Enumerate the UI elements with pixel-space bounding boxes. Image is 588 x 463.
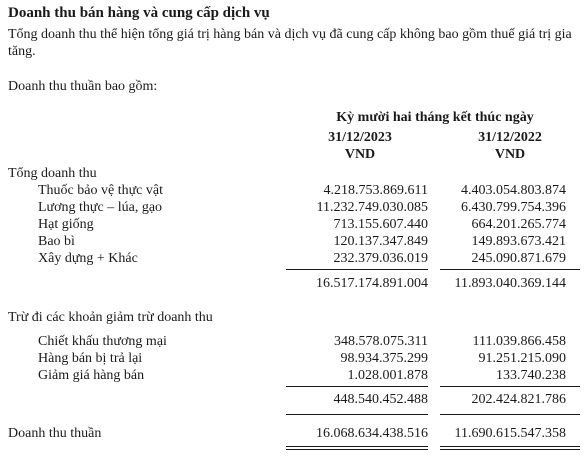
gross-total-2023: 16.517.174.891.004 bbox=[316, 276, 428, 291]
grand-total-rule-2023 bbox=[286, 446, 428, 450]
subtotal-rule-2023 bbox=[286, 269, 428, 270]
table-row-label: Bao bì bbox=[38, 234, 75, 249]
table-cell-2023: 713.155.607.440 bbox=[333, 217, 428, 232]
net-revenue-label: Doanh thu thuần bbox=[8, 426, 102, 441]
table-cell-2023: 348.578.075.311 bbox=[334, 334, 428, 349]
table-cell-2022: 133.740.238 bbox=[496, 368, 566, 383]
table-cell-2022: 245.090.871.679 bbox=[471, 251, 566, 266]
table-row-label: Xây dựng + Khác bbox=[38, 251, 138, 266]
table-row-label: Lương thực – lúa, gạo bbox=[38, 200, 163, 215]
table-row-label: Hàng bán bị trả lại bbox=[38, 351, 143, 366]
subheading: Doanh thu thuần bao gồm: bbox=[8, 79, 158, 94]
net-revenue-2023: 16.068.634.438.516 bbox=[316, 426, 428, 441]
table-cell-2022: 91.251.215.090 bbox=[478, 351, 566, 366]
table-row-label: Thuốc bảo vệ thực vật bbox=[38, 183, 163, 198]
table-cell-2022: 6.430.799.754.396 bbox=[461, 200, 566, 215]
column-unit-2023: VND bbox=[344, 147, 376, 162]
table-cell-2023: 98.934.375.299 bbox=[340, 351, 428, 366]
deductions-total-2022: 202.424.821.786 bbox=[471, 392, 566, 407]
gross-total-2022: 11.893.040.369.144 bbox=[454, 276, 566, 291]
table-row-label: Chiết khấu thương mại bbox=[38, 334, 167, 349]
table-cell-2022: 4.403.054.803.874 bbox=[461, 183, 566, 198]
section-title: Doanh thu bán hàng và cung cấp dịch vụ bbox=[8, 5, 270, 21]
net-revenue-2022: 11.690.615.547.358 bbox=[454, 426, 566, 441]
column-date-2022: 31/12/2022 bbox=[478, 130, 542, 145]
table-cell-2023: 4.218.753.869.611 bbox=[323, 183, 428, 198]
column-unit-2022: VND bbox=[494, 147, 526, 162]
table-cell-2023: 1.028.001.878 bbox=[347, 368, 428, 383]
deductions-label: Trừ đi các khoản giảm trừ doanh thu bbox=[8, 310, 213, 325]
total-rule-2023 bbox=[286, 414, 428, 415]
period-header: Kỳ mười hai tháng kết thúc ngày bbox=[336, 110, 534, 125]
column-date-2023: 31/12/2023 bbox=[328, 130, 392, 145]
table-cell-2022: 111.039.866.458 bbox=[472, 334, 566, 349]
deductions-total-2023: 448.540.452.488 bbox=[333, 392, 428, 407]
table-cell-2023: 11.232.749.030.085 bbox=[316, 200, 428, 215]
subtotal-rule-2023 bbox=[286, 386, 428, 387]
subtotal-rule-2022 bbox=[440, 269, 580, 270]
intro-paragraph: Tổng doanh thu thể hiện tổng giá trị hàng bán và dịch vụ đã cung cấp không bao gồm thuế giá trị gia tăng. bbox=[8, 27, 572, 59]
table-cell-2023: 120.137.347.849 bbox=[333, 234, 428, 249]
grand-total-rule-2022 bbox=[440, 446, 580, 450]
table-cell-2023: 232.379.036.019 bbox=[333, 251, 428, 266]
table-cell-2022: 664.201.265.774 bbox=[471, 217, 566, 232]
table-cell-2022: 149.893.673.421 bbox=[471, 234, 566, 249]
gross-revenue-label: Tổng doanh thu bbox=[8, 166, 97, 181]
subtotal-rule-2022 bbox=[440, 386, 580, 387]
total-rule-2022 bbox=[440, 414, 580, 415]
table-row-label: Hạt giống bbox=[38, 217, 94, 232]
table-row-label: Giảm giá hàng bán bbox=[38, 368, 145, 383]
